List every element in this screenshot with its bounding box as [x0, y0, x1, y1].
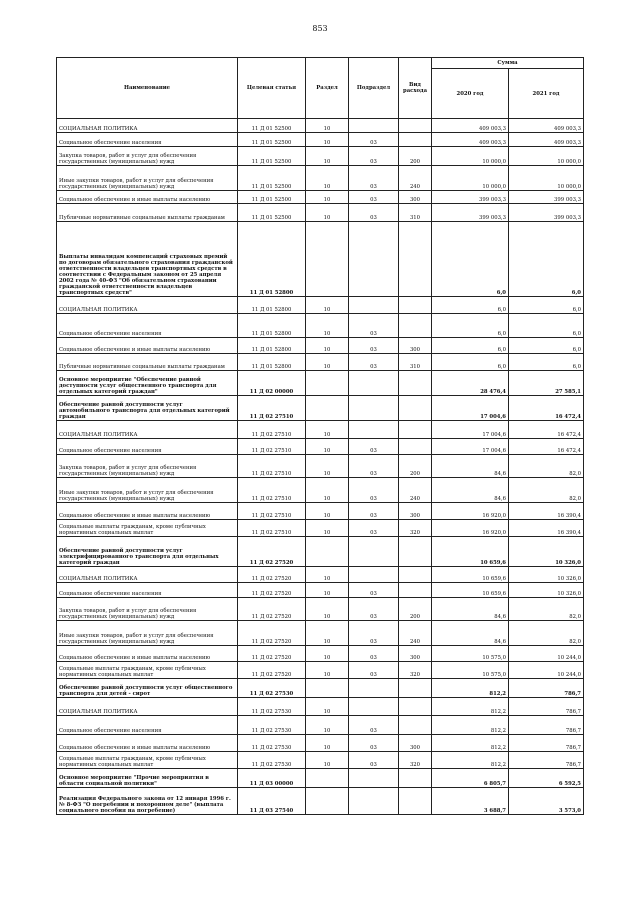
row-subsection — [349, 421, 399, 439]
row-target: 11 Д 02 27510 — [238, 455, 306, 478]
row-name: Закупка товаров, работ и услуг для обеспечения государственных (муниципальных) нужд — [57, 598, 238, 621]
row-name: Социальные выплаты гражданам, кроме публичных нормативных социальных выплат — [57, 520, 238, 537]
row-expense-type: 320 — [399, 662, 432, 679]
row-subsection — [349, 698, 399, 716]
row-amount-2020: 6,0 — [432, 314, 509, 338]
row-amount-2020: 812,2 — [432, 679, 509, 698]
table-body — [57, 119, 584, 815]
table-row — [57, 204, 584, 222]
row-amount-2020: 6,0 — [432, 354, 509, 371]
row-amount-2021: 3 573,0 — [509, 788, 584, 815]
row-name: Социальное обеспечение и иные выплаты населению — [57, 646, 238, 662]
header-name: Наименование — [57, 58, 238, 119]
row-name: Иные закупки товаров, работ и услуг для обеспечения государственных (муниципальных) нужд — [57, 166, 238, 191]
row-subsection: 03 — [349, 204, 399, 222]
row-amount-2020: 28 476,4 — [432, 371, 509, 396]
row-expense-type — [399, 371, 432, 396]
row-amount-2020: 10 000,0 — [432, 147, 509, 166]
row-amount-2020: 812,2 — [432, 698, 509, 716]
row-expense-type — [399, 439, 432, 455]
row-name: Социальное обеспечение и иные выплаты населению — [57, 338, 238, 354]
row-amount-2020: 16 920,0 — [432, 503, 509, 520]
row-expense-type: 300 — [399, 735, 432, 752]
header-subsection: Подраздел — [349, 58, 399, 119]
row-amount-2020: 6,0 — [432, 297, 509, 314]
row-section: 10 — [306, 166, 349, 191]
row-name: Социальное обеспечение населения — [57, 314, 238, 338]
row-subsection: 03 — [349, 752, 399, 769]
row-target: 11 Д 02 27520 — [238, 583, 306, 598]
row-target: 11 Д 02 27510 — [238, 439, 306, 455]
row-amount-2021: 6,0 — [509, 297, 584, 314]
row-amount-2020: 399 003,3 — [432, 191, 509, 204]
row-section — [306, 537, 349, 567]
row-subsection: 03 — [349, 455, 399, 478]
row-subsection: 03 — [349, 191, 399, 204]
row-subsection: 03 — [349, 598, 399, 621]
row-expense-type: 200 — [399, 598, 432, 621]
row-section — [306, 371, 349, 396]
row-amount-2020: 16 920,0 — [432, 520, 509, 537]
table-row — [57, 752, 584, 769]
row-name: СОЦИАЛЬНАЯ ПОЛИТИКА — [57, 297, 238, 314]
row-section: 10 — [306, 455, 349, 478]
table-row — [57, 621, 584, 646]
row-section: 10 — [306, 520, 349, 537]
row-section: 10 — [306, 503, 349, 520]
row-name: Социальное обеспечение и иные выплаты населению — [57, 735, 238, 752]
row-amount-2021: 10 326,0 — [509, 567, 584, 583]
row-amount-2021: 82,0 — [509, 621, 584, 646]
row-target: 11 Д 02 27530 — [238, 698, 306, 716]
row-name: Иные закупки товаров, работ и услуг для обеспечения государственных (муниципальных) нужд — [57, 478, 238, 503]
row-target: 11 Д 02 27510 — [238, 478, 306, 503]
table-row — [57, 679, 584, 698]
row-name: Иные закупки товаров, работ и услуг для обеспечения государственных (муниципальных) нужд — [57, 621, 238, 646]
row-expense-type: 240 — [399, 478, 432, 503]
row-expense-type: 200 — [399, 455, 432, 478]
row-target: 11 Д 02 27520 — [238, 662, 306, 679]
row-expense-type: 310 — [399, 354, 432, 371]
row-amount-2021: 786,7 — [509, 698, 584, 716]
row-amount-2021: 82,0 — [509, 598, 584, 621]
table-row — [57, 503, 584, 520]
header-summa: Сумма — [432, 58, 584, 69]
row-section: 10 — [306, 354, 349, 371]
row-subsection: 03 — [349, 133, 399, 147]
row-section: 10 — [306, 698, 349, 716]
row-expense-type — [399, 769, 432, 788]
table-row — [57, 788, 584, 815]
table-row — [57, 583, 584, 598]
row-amount-2021: 27 585,1 — [509, 371, 584, 396]
table-row — [57, 147, 584, 166]
row-section: 10 — [306, 716, 349, 735]
table-row — [57, 598, 584, 621]
row-target: 11 Д 02 27530 — [238, 679, 306, 698]
row-amount-2020: 10 575,0 — [432, 646, 509, 662]
table-row — [57, 119, 584, 133]
row-target: 11 Д 02 27530 — [238, 735, 306, 752]
row-subsection: 03 — [349, 314, 399, 338]
row-section: 10 — [306, 662, 349, 679]
row-amount-2021: 10 000,0 — [509, 147, 584, 166]
row-amount-2020: 17 004,6 — [432, 439, 509, 455]
row-amount-2021: 786,7 — [509, 752, 584, 769]
row-section: 10 — [306, 204, 349, 222]
row-name: Социальное обеспечение и иные выплаты населению — [57, 503, 238, 520]
table-row — [57, 191, 584, 204]
row-amount-2021: 82,0 — [509, 455, 584, 478]
table-row — [57, 455, 584, 478]
row-name: Социальные выплаты гражданам, кроме публичных нормативных социальных выплат — [57, 662, 238, 679]
row-subsection — [349, 371, 399, 396]
row-amount-2020: 3 688,7 — [432, 788, 509, 815]
row-target: 11 Д 02 27520 — [238, 621, 306, 646]
row-section — [306, 769, 349, 788]
row-subsection — [349, 537, 399, 567]
row-section — [306, 396, 349, 421]
row-target: 11 Д 02 27510 — [238, 520, 306, 537]
row-amount-2020: 10 000,0 — [432, 166, 509, 191]
row-amount-2020: 10 575,0 — [432, 662, 509, 679]
header-target: Целевая статья — [238, 58, 306, 119]
row-amount-2021: 82,0 — [509, 478, 584, 503]
table-row — [57, 371, 584, 396]
row-target: 11 Д 02 27530 — [238, 752, 306, 769]
row-subsection — [349, 119, 399, 133]
table-row — [57, 520, 584, 537]
row-subsection: 03 — [349, 716, 399, 735]
row-target: 11 Д 01 52500 — [238, 191, 306, 204]
row-name: Социальные выплаты гражданам, кроме публичных нормативных социальных выплат — [57, 752, 238, 769]
row-expense-type — [399, 716, 432, 735]
table-row — [57, 735, 584, 752]
row-amount-2021: 409 003,3 — [509, 119, 584, 133]
row-target: 11 Д 02 00000 — [238, 371, 306, 396]
table-row — [57, 662, 584, 679]
row-subsection: 03 — [349, 147, 399, 166]
row-amount-2021: 6,0 — [509, 354, 584, 371]
table-row — [57, 396, 584, 421]
row-target: 11 Д 01 52800 — [238, 222, 306, 297]
row-section: 10 — [306, 646, 349, 662]
row-name: Социальное обеспечение населения — [57, 133, 238, 147]
row-expense-type: 300 — [399, 646, 432, 662]
row-target: 11 Д 01 52500 — [238, 147, 306, 166]
row-expense-type — [399, 583, 432, 598]
table-row — [57, 567, 584, 583]
row-section — [306, 788, 349, 815]
table-row — [57, 166, 584, 191]
row-target: 11 Д 03 00000 — [238, 769, 306, 788]
table-row — [57, 222, 584, 297]
table-row — [57, 478, 584, 503]
row-amount-2021: 16 472,4 — [509, 421, 584, 439]
row-target: 11 Д 01 52500 — [238, 204, 306, 222]
row-amount-2021: 399 003,3 — [509, 204, 584, 222]
row-subsection — [349, 567, 399, 583]
row-amount-2021: 786,7 — [509, 716, 584, 735]
header-section: Раздел — [306, 58, 349, 119]
row-target: 11 Д 03 27540 — [238, 788, 306, 815]
row-subsection — [349, 769, 399, 788]
row-amount-2021: 16 390,4 — [509, 520, 584, 537]
row-amount-2020: 399 003,3 — [432, 204, 509, 222]
header-year-2021: 2021 год — [509, 69, 584, 119]
row-target: 11 Д 01 52800 — [238, 338, 306, 354]
table-row — [57, 439, 584, 455]
row-amount-2020: 84,6 — [432, 478, 509, 503]
row-amount-2020: 84,6 — [432, 455, 509, 478]
row-name: Закупка товаров, работ и услуг для обеспечения государственных (муниципальных) нужд — [57, 455, 238, 478]
row-expense-type — [399, 788, 432, 815]
row-target: 11 Д 02 27530 — [238, 716, 306, 735]
row-section: 10 — [306, 421, 349, 439]
row-amount-2021: 10 000,0 — [509, 166, 584, 191]
budget-table — [56, 57, 584, 815]
row-section: 10 — [306, 133, 349, 147]
row-section: 10 — [306, 567, 349, 583]
row-amount-2020: 409 003,3 — [432, 119, 509, 133]
row-amount-2020: 812,2 — [432, 752, 509, 769]
row-name: СОЦИАЛЬНАЯ ПОЛИТИКА — [57, 421, 238, 439]
row-section: 10 — [306, 119, 349, 133]
page-number: 853 — [312, 24, 328, 33]
row-subsection — [349, 297, 399, 314]
row-section: 10 — [306, 297, 349, 314]
row-amount-2020: 6 805,7 — [432, 769, 509, 788]
row-amount-2020: 10 659,6 — [432, 567, 509, 583]
row-subsection: 03 — [349, 478, 399, 503]
row-name: Обеспечение равной доступности услуг электрифицированного транспорта для отдельных категорий граждан — [57, 537, 238, 567]
row-target: 11 Д 01 52500 — [238, 166, 306, 191]
row-expense-type: 320 — [399, 752, 432, 769]
row-expense-type: 320 — [399, 520, 432, 537]
row-target: 11 Д 02 27510 — [238, 396, 306, 421]
row-section: 10 — [306, 621, 349, 646]
table-row — [57, 769, 584, 788]
row-target: 11 Д 02 27520 — [238, 646, 306, 662]
row-subsection: 03 — [349, 354, 399, 371]
table-row — [57, 716, 584, 735]
row-subsection: 03 — [349, 520, 399, 537]
row-expense-type: 300 — [399, 191, 432, 204]
row-subsection — [349, 788, 399, 815]
row-name: Социальное обеспечение населения — [57, 439, 238, 455]
row-amount-2021: 6,0 — [509, 222, 584, 297]
row-name: Социальное обеспечение населения — [57, 583, 238, 598]
row-amount-2020: 17 004,6 — [432, 396, 509, 421]
row-subsection — [349, 222, 399, 297]
row-name: Публичные нормативные социальные выплаты гражданам — [57, 354, 238, 371]
row-subsection: 03 — [349, 583, 399, 598]
row-subsection: 03 — [349, 735, 399, 752]
row-expense-type — [399, 421, 432, 439]
row-amount-2021: 10 244,0 — [509, 662, 584, 679]
row-amount-2021: 786,7 — [509, 679, 584, 698]
row-target: 11 Д 02 27510 — [238, 503, 306, 520]
row-amount-2021: 16 472,4 — [509, 439, 584, 455]
row-subsection: 03 — [349, 662, 399, 679]
row-section: 10 — [306, 478, 349, 503]
table-row — [57, 133, 584, 147]
row-subsection: 03 — [349, 646, 399, 662]
row-amount-2021: 6,0 — [509, 338, 584, 354]
row-expense-type — [399, 133, 432, 147]
row-subsection: 03 — [349, 338, 399, 354]
row-name: Публичные нормативные социальные выплаты гражданам — [57, 204, 238, 222]
row-target: 11 Д 01 52800 — [238, 354, 306, 371]
row-target: 11 Д 02 27510 — [238, 421, 306, 439]
row-section — [306, 222, 349, 297]
row-amount-2021: 6,0 — [509, 314, 584, 338]
row-amount-2021: 16 390,4 — [509, 503, 584, 520]
row-amount-2020: 84,6 — [432, 621, 509, 646]
row-expense-type: 300 — [399, 503, 432, 520]
row-amount-2021: 10 326,0 — [509, 583, 584, 598]
row-expense-type: 310 — [399, 204, 432, 222]
row-expense-type: 300 — [399, 338, 432, 354]
table-row — [57, 297, 584, 314]
row-subsection: 03 — [349, 439, 399, 455]
header-expense-type: Вид расхода — [399, 58, 432, 119]
row-name: Обеспечение равной доступности услуг автомобильного транспорта для отдельных категорий граждан — [57, 396, 238, 421]
row-name: Обеспечение равной доступности услуг общественного транспорта для детей - сирот — [57, 679, 238, 698]
row-amount-2020: 409 003,3 — [432, 133, 509, 147]
row-name: Социальное обеспечение населения — [57, 716, 238, 735]
table-row — [57, 698, 584, 716]
row-section — [306, 679, 349, 698]
row-expense-type: 240 — [399, 166, 432, 191]
row-amount-2020: 812,2 — [432, 716, 509, 735]
row-amount-2021: 409 003,3 — [509, 133, 584, 147]
row-amount-2020: 17 004,6 — [432, 421, 509, 439]
row-name: Социальное обеспечение и иные выплаты населению — [57, 191, 238, 204]
table-row — [57, 314, 584, 338]
row-amount-2020: 6,0 — [432, 222, 509, 297]
row-subsection — [349, 679, 399, 698]
row-target: 11 Д 01 52800 — [238, 314, 306, 338]
row-section: 10 — [306, 583, 349, 598]
row-amount-2021: 786,7 — [509, 735, 584, 752]
row-expense-type — [399, 567, 432, 583]
row-expense-type — [399, 396, 432, 421]
row-section: 10 — [306, 147, 349, 166]
header-year-2020: 2020 год — [432, 69, 509, 119]
row-amount-2020: 6,0 — [432, 338, 509, 354]
row-section: 10 — [306, 191, 349, 204]
row-target: 11 Д 01 52500 — [238, 119, 306, 133]
row-name: Основное мероприятие "Прочие мероприятия в области социальной политики" — [57, 769, 238, 788]
row-name: СОЦИАЛЬНАЯ ПОЛИТИКА — [57, 567, 238, 583]
table-row — [57, 537, 584, 567]
row-expense-type — [399, 698, 432, 716]
row-expense-type — [399, 537, 432, 567]
row-subsection — [349, 396, 399, 421]
row-section: 10 — [306, 752, 349, 769]
row-target: 11 Д 01 52800 — [238, 297, 306, 314]
row-amount-2021: 16 472,4 — [509, 396, 584, 421]
row-name: Основное мероприятие "Обеспечение равной доступности услуг общественного транспорта для отдельных категорий граждан" — [57, 371, 238, 396]
row-section: 10 — [306, 314, 349, 338]
row-expense-type: 200 — [399, 147, 432, 166]
table-row — [57, 421, 584, 439]
row-amount-2021: 6 592,5 — [509, 769, 584, 788]
row-expense-type — [399, 222, 432, 297]
row-subsection: 03 — [349, 503, 399, 520]
row-target: 11 Д 02 27520 — [238, 537, 306, 567]
row-target: 11 Д 01 52500 — [238, 133, 306, 147]
row-name: СОЦИАЛЬНАЯ ПОЛИТИКА — [57, 119, 238, 133]
row-expense-type: 240 — [399, 621, 432, 646]
row-subsection: 03 — [349, 621, 399, 646]
row-name: Закупка товаров, работ и услуг для обеспечения государственных (муниципальных) нужд — [57, 147, 238, 166]
row-expense-type — [399, 679, 432, 698]
table-row — [57, 338, 584, 354]
row-amount-2021: 10 326,0 — [509, 537, 584, 567]
row-name: Реализация Федерального закона от 12 января 1996 г. № 8-ФЗ "О погребении и похоронном деле" (выплата социального пособия на погребение) — [57, 788, 238, 815]
row-target: 11 Д 02 27520 — [238, 598, 306, 621]
row-section: 10 — [306, 338, 349, 354]
row-subsection: 03 — [349, 166, 399, 191]
row-name: СОЦИАЛЬНАЯ ПОЛИТИКА — [57, 698, 238, 716]
row-amount-2021: 399 003,3 — [509, 191, 584, 204]
row-amount-2020: 84,6 — [432, 598, 509, 621]
row-target: 11 Д 02 27520 — [238, 567, 306, 583]
row-expense-type — [399, 314, 432, 338]
row-section: 10 — [306, 735, 349, 752]
row-amount-2020: 10 659,6 — [432, 537, 509, 567]
table-row — [57, 646, 584, 662]
row-amount-2021: 10 244,0 — [509, 646, 584, 662]
row-section: 10 — [306, 439, 349, 455]
row-expense-type — [399, 119, 432, 133]
row-amount-2020: 10 659,6 — [432, 583, 509, 598]
row-name: Выплаты инвалидам компенсаций страховых премий по договорам обязательного страхования гражданской ответственности владельцев транспортных средств в соответствии с Федеральным законом от 25 апреля 2002 года № 40-ФЗ "Об обязательном страховании гражданской ответственности владельцев транспортных средств" — [57, 222, 238, 297]
row-expense-type — [399, 297, 432, 314]
row-section: 10 — [306, 598, 349, 621]
table-row — [57, 354, 584, 371]
row-amount-2020: 812,2 — [432, 735, 509, 752]
